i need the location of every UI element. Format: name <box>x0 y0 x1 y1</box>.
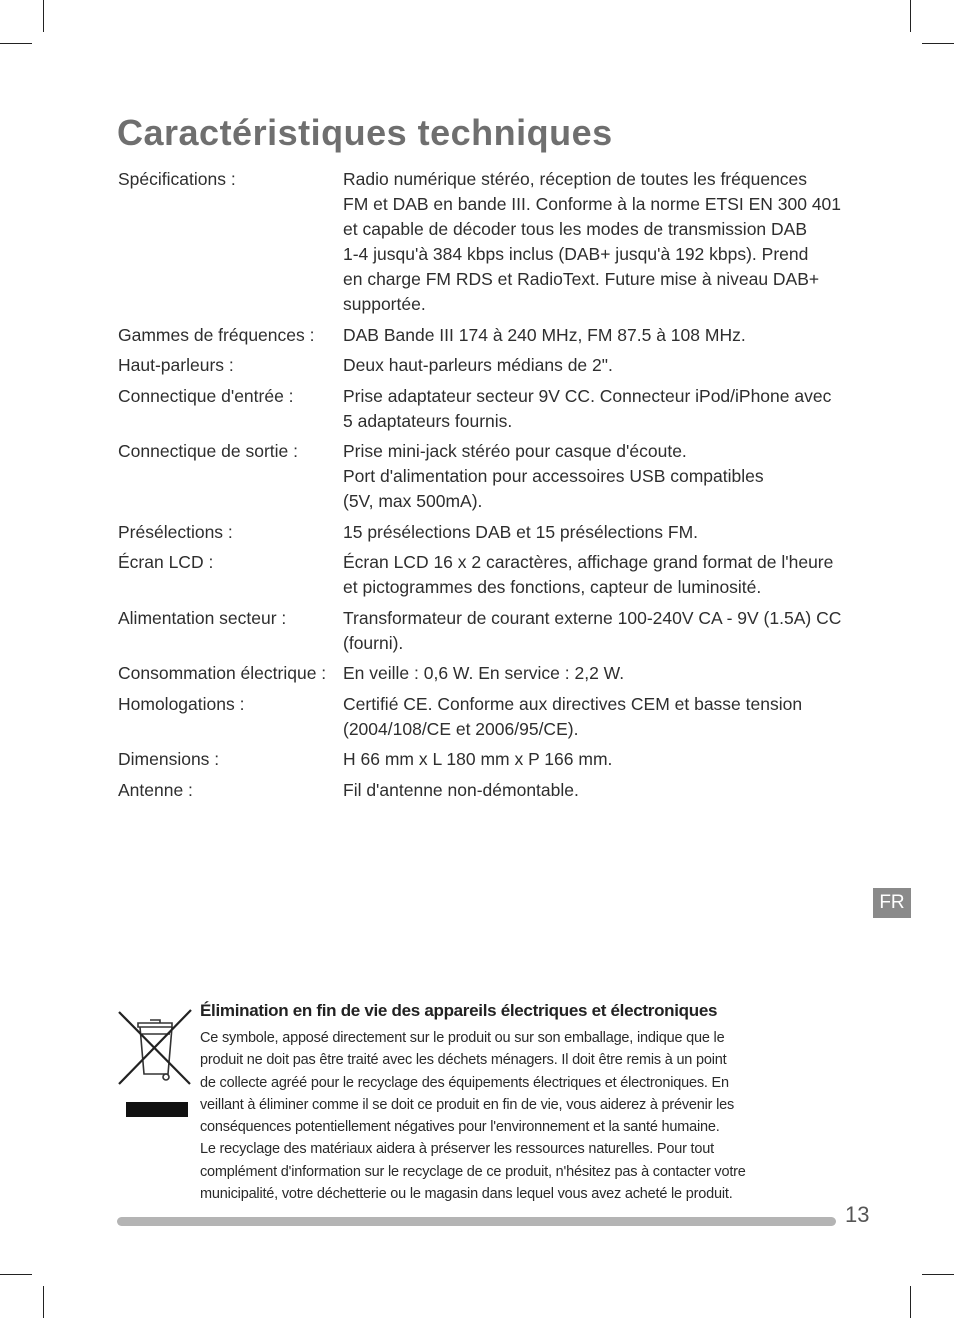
spec-value <box>343 661 838 686</box>
disposal-text-line: conséquences potentiellement négatives pour l'environnement et la santé humaine. <box>200 1119 720 1136</box>
spec-label: Haut-parleurs : <box>118 355 234 375</box>
spec-row <box>118 692 838 742</box>
spec-value <box>343 692 838 742</box>
disposal-text-line: veillant à éliminer comme il se doit ce produit en fin de vie, vous aiderez à prévenir les <box>200 1096 735 1113</box>
spec-value <box>343 778 838 803</box>
crop-mark-top-left-vertical <box>43 0 44 32</box>
spec-value-line: Deux haut-parleurs médians de 2". <box>343 355 613 375</box>
spec-label: Connectique d'entrée : <box>118 385 294 406</box>
spec-row <box>118 778 838 803</box>
crossed-out-wheelie-bin-icon <box>116 1004 196 1119</box>
language-tab: FR <box>873 888 911 918</box>
spec-label: Gammes de fréquences : <box>118 324 315 345</box>
spec-value-line: Prise adaptateur secteur 9V CC. Connecteur iPod/iPhone avec <box>343 385 832 406</box>
spec-value <box>343 384 838 434</box>
spec-row <box>118 167 842 317</box>
spec-value <box>343 439 838 514</box>
spec-value <box>343 747 838 772</box>
crop-mark-top-right-vertical <box>910 0 911 32</box>
spec-value <box>343 353 838 378</box>
spec-value-line: Fil d'antenne non-démontable. <box>343 779 579 800</box>
spec-label: Présélections : <box>118 521 233 542</box>
spec-value <box>343 606 841 656</box>
spec-value-line: et capable de décoder tous les modes de transmission DAB <box>343 219 808 239</box>
spec-label: Connectique de sortie : <box>118 441 298 461</box>
spec-label: Dimensions : <box>118 749 220 769</box>
spec-row <box>118 384 838 434</box>
spec-label: Homologations : <box>118 693 245 714</box>
crop-mark-top-left-horizontal <box>0 43 32 44</box>
spec-value <box>343 550 838 600</box>
spec-value-line: 1-4 jusqu'à 384 kbps inclus (DAB+ jusqu'à 192 kbps). Prend <box>343 244 809 264</box>
spec-row <box>118 661 838 686</box>
spec-value-line: et pictogrammes des fonctions, capteur de luminosité. <box>343 577 762 597</box>
spec-value-line: (2004/108/CE et 2006/95/CE). <box>343 718 579 739</box>
spec-row <box>118 353 838 378</box>
disposal-paragraph <box>200 1027 840 1205</box>
spec-value <box>343 323 838 348</box>
disposal-heading: Élimination en fin de vie des appareils électriques et électroniques <box>200 1001 718 1020</box>
spec-value <box>343 520 838 545</box>
disposal-text-line: produit ne doit pas être traité avec les déchets ménagers. Il doit être remis à un point <box>200 1052 727 1069</box>
spec-label: Alimentation secteur : <box>118 607 287 628</box>
page-number: 13 <box>845 1202 870 1227</box>
spec-row <box>118 747 838 772</box>
disposal-text-line: Le recyclage des matériaux aidera à préserver les ressources naturelles. Pour tout <box>200 1141 714 1158</box>
crop-mark-bottom-left-horizontal <box>0 1274 32 1275</box>
disposal-text-line: de collecte agréé pour le recyclage des équipements électriques et électroniques. En <box>200 1074 729 1091</box>
spec-value-line: Port d'alimentation pour accessoires USB compatibles <box>343 466 764 486</box>
footer-bar <box>117 1217 836 1226</box>
spec-row <box>118 439 838 514</box>
spec-value-line: FM et DAB en bande III. Conforme à la norme ETSI EN 300 401 <box>343 194 842 214</box>
page-title: Caractéristiques techniques <box>117 112 613 153</box>
spec-value-line: DAB Bande III 174 à 240 MHz, FM 87.5 à 108 MHz. <box>343 324 746 345</box>
spec-row <box>118 323 838 348</box>
spec-value-line: 5 adaptateurs fournis. <box>343 410 513 431</box>
spec-value-line: supportée. <box>343 294 426 314</box>
spec-label: Consommation électrique : <box>118 663 327 683</box>
disposal-text-line: municipalité, votre déchetterie ou le magasin dans lequel vous avez acheté le produit. <box>200 1186 733 1203</box>
crop-mark-bottom-left-vertical <box>43 1286 44 1318</box>
spec-value-line: En veille : 0,6 W. En service : 2,2 W. <box>343 663 625 683</box>
spec-value-line: Écran LCD 16 x 2 caractères, affichage grand format de l'heure <box>343 552 834 572</box>
crop-mark-top-right-horizontal <box>922 43 954 44</box>
spec-value-line: Transformateur de courant externe 100-240V CA - 9V (1.5A) CC <box>343 607 842 628</box>
spec-row <box>118 520 838 545</box>
spec-value-line: H 66 mm x L 180 mm x P 166 mm. <box>343 749 613 769</box>
spec-value-line: 15 présélections DAB et 15 présélections FM. <box>343 521 699 542</box>
spec-value-line: Prise mini-jack stéréo pour casque d'écoute. <box>343 441 687 461</box>
crop-mark-bottom-right-vertical <box>910 1286 911 1318</box>
spec-value-line: Radio numérique stéréo, réception de toutes les fréquences <box>343 169 808 189</box>
spec-label: Écran LCD : <box>118 552 214 572</box>
spec-value-line: Certifié CE. Conforme aux directives CEM et basse tension <box>343 693 803 714</box>
spec-row <box>118 606 842 656</box>
spec-row <box>118 550 838 600</box>
spec-value-line: (5V, max 500mA). <box>343 491 483 511</box>
spec-value-line: en charge FM RDS et RadioText. Future mise à niveau DAB+ <box>343 269 820 289</box>
disposal-text-line: Ce symbole, apposé directement sur le produit ou sur son emballage, indique que le <box>200 1030 725 1046</box>
spec-value <box>343 167 841 317</box>
spec-label: Antenne : <box>118 779 193 800</box>
crop-mark-bottom-right-horizontal <box>922 1274 954 1275</box>
spec-value-line: (fourni). <box>343 632 404 653</box>
disposal-text-line: complément d'information sur le recyclage de ce produit, n'hésitez pas à contacter votre <box>200 1163 746 1180</box>
specifications-table <box>118 167 842 808</box>
spec-label: Spécifications : <box>118 169 236 189</box>
